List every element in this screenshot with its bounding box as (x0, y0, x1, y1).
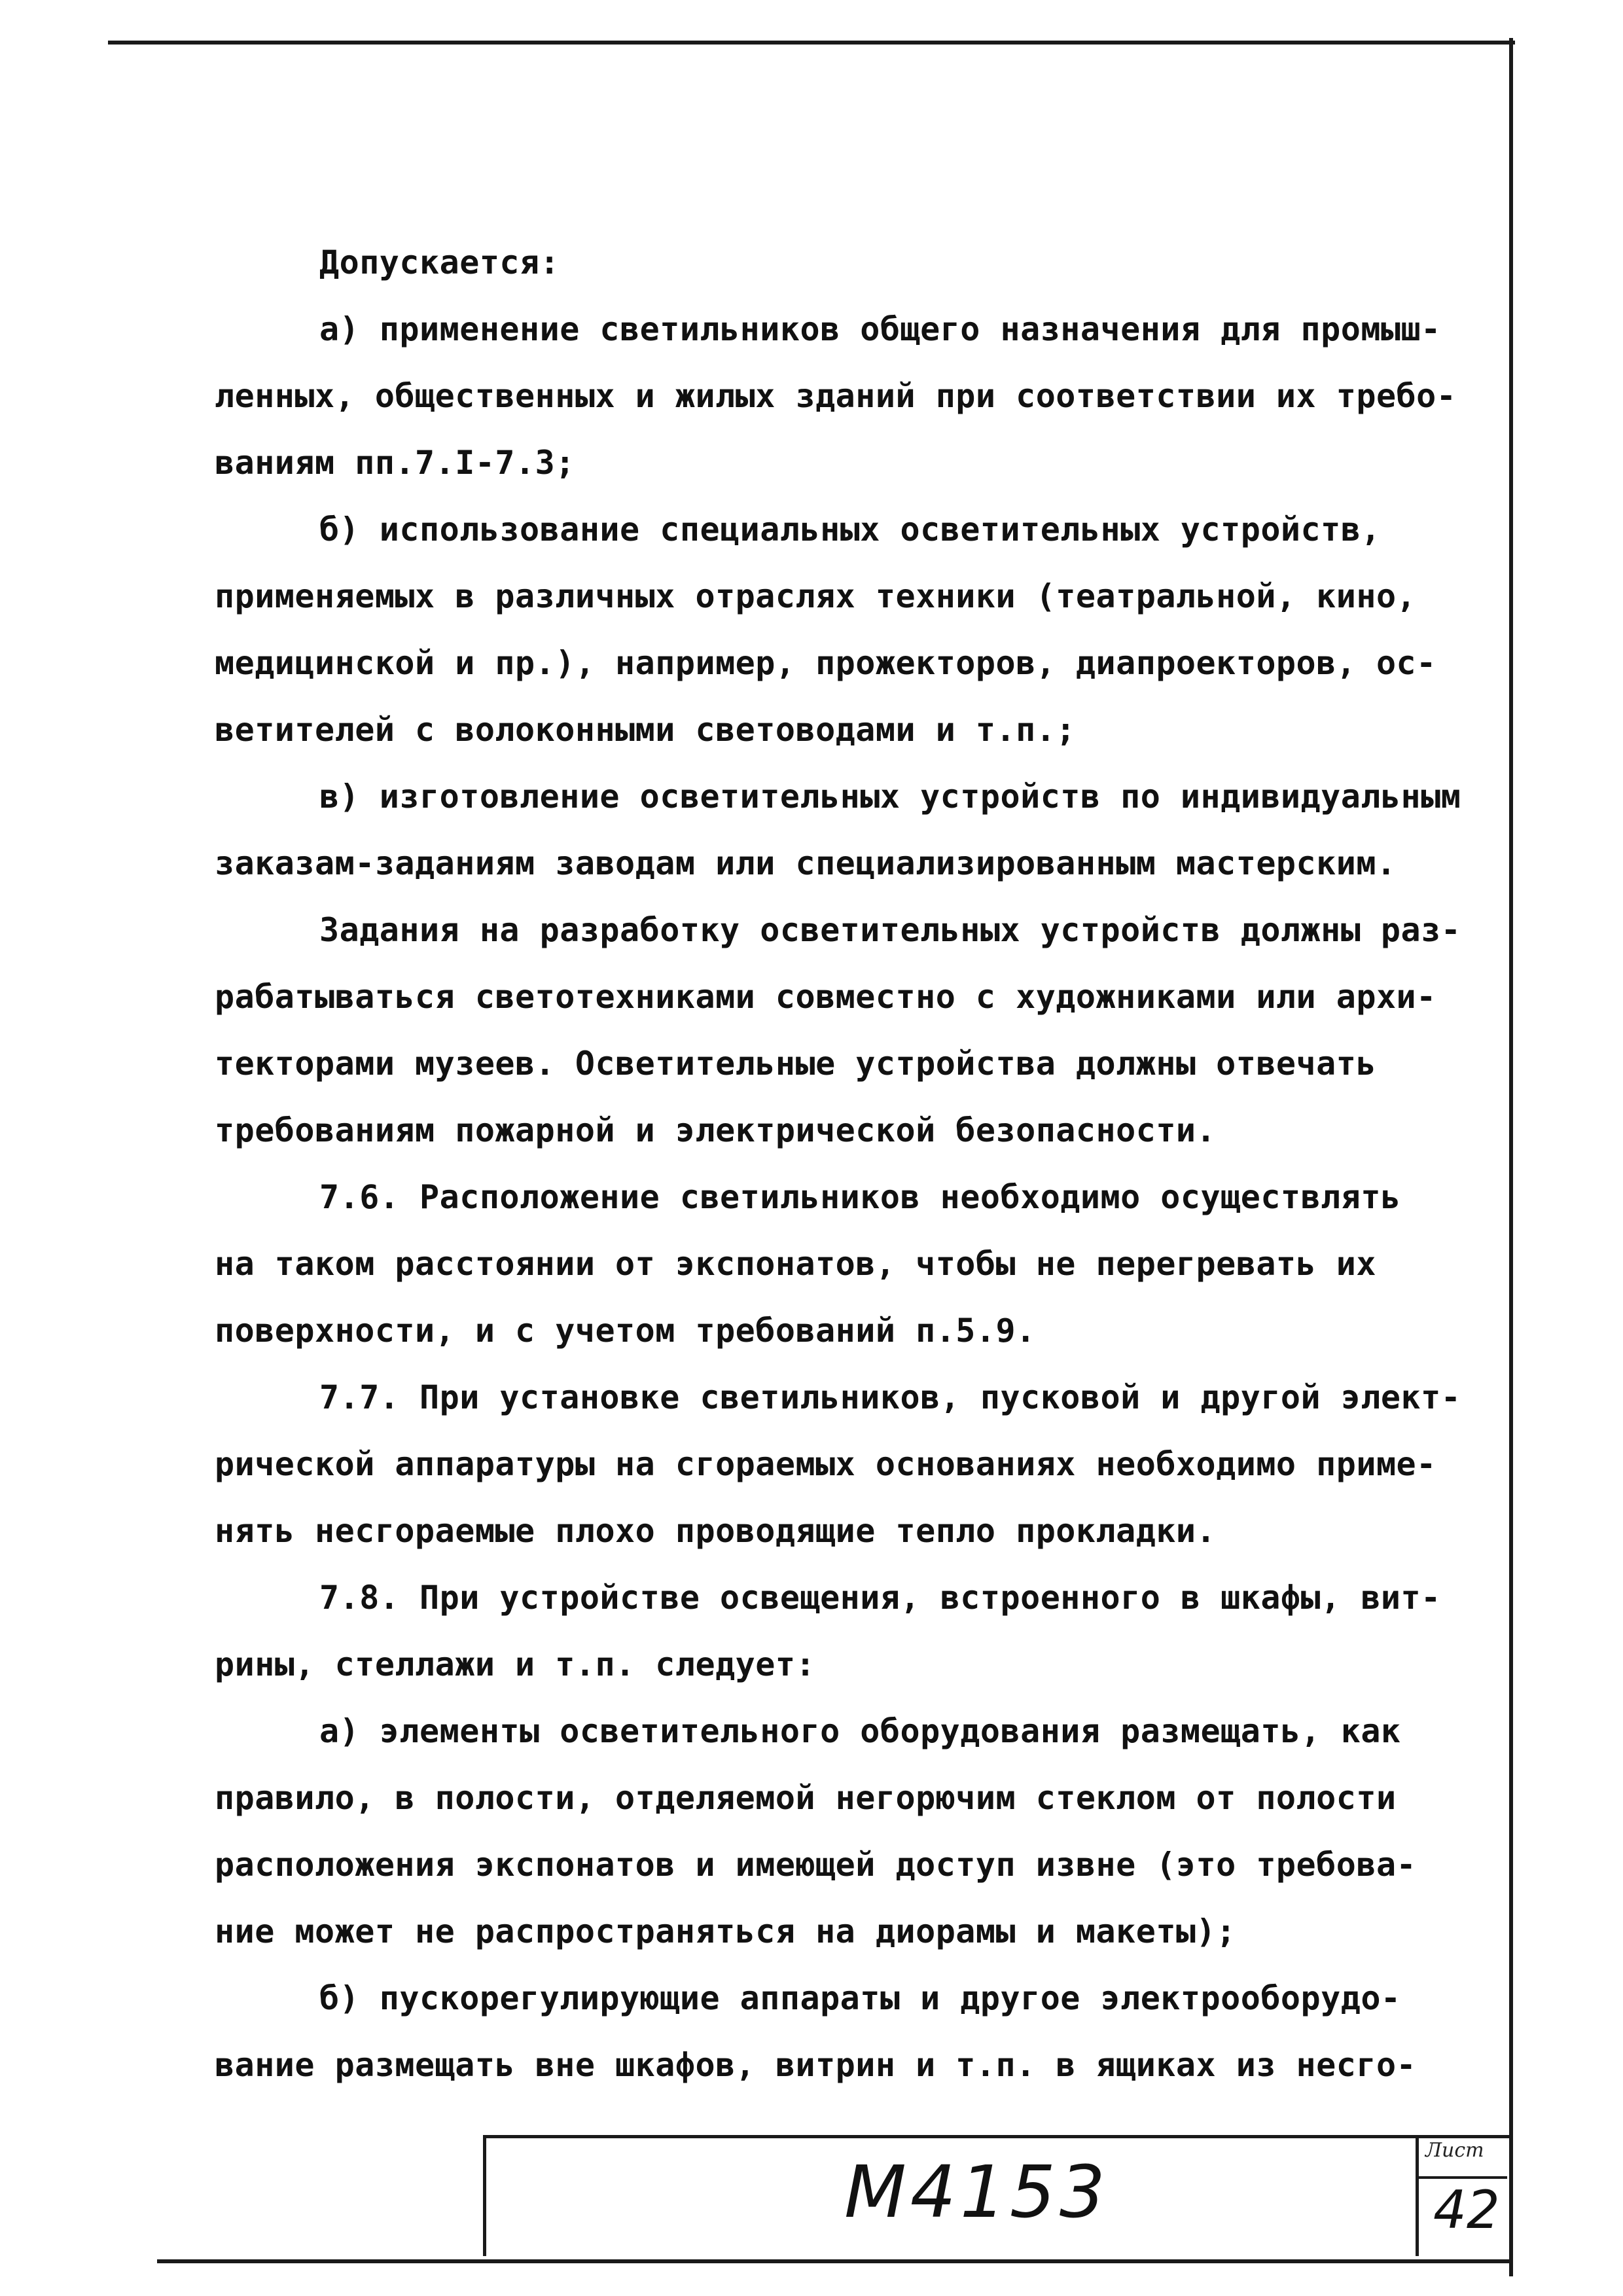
text-line: поверхности, и с учетом требований п.5.9. (215, 1312, 1036, 1350)
text-line: применяемых в различных отраслях техники (театральной, кино, (215, 577, 1417, 615)
page-frame-top (108, 41, 1515, 45)
text-line: нять несгораемые плохо проводящие тепло прокладки. (215, 1512, 1217, 1550)
text-line: ваниям пп.7.I-7.3; (215, 444, 575, 482)
document-body (215, 229, 1478, 2098)
text-line: а) применение светильников общего назначения для промыш- (319, 310, 1441, 348)
text-line: рической аппаратуры на сгораемых основаниях необходимо приме- (215, 1445, 1436, 1483)
text-line: Задания на разработку осветительных устройств должны раз- (319, 911, 1461, 949)
document-code: М4153 (844, 2150, 1109, 2234)
text-line: правило, в полости, отделяемой негорючим стеклом от полости (215, 1779, 1397, 1817)
text-line: 7.7. При установке светильников, пусковой и другой элект- (319, 1378, 1461, 1416)
text-line: 7.8. При устройстве освещения, встроенного в шкафы, вит- (319, 1579, 1441, 1617)
page-frame-right (1509, 38, 1513, 2276)
sheet-label: Лист (1425, 2139, 1484, 2162)
text-line: б) использование специальных осветительных устройств, (319, 511, 1381, 548)
text-line: вание размещать вне шкафов, витрин и т.п. в ящиках из несго- (215, 2046, 1417, 2084)
text-line: расположения экспонатов и имеющей доступ извне (это требова- (215, 1846, 1417, 1884)
text-line: а) элементы осветительного оборудования размещать, как (319, 1712, 1401, 1750)
text-line: в) изготовление осветительных устройств по индивидуальным (319, 778, 1461, 816)
text-line: ленных, общественных и жилых зданий при соответствии их требо- (215, 377, 1457, 415)
text-line: 7.6. Расположение светильников необходимо осуществлять (319, 1178, 1401, 1216)
text-line: заказам-заданиям заводам или специализированным мастерским. (215, 844, 1397, 882)
text-line: б) пускорегулирующие аппараты и другое электрооборудо- (319, 1979, 1401, 2017)
text-line: ние может не распространяться на диорамы и макеты); (215, 1912, 1236, 1950)
text-line: рабатываться светотехниками совместно с художниками или архи- (215, 978, 1436, 1016)
text-line: требованиям пожарной и электрической безопасности. (215, 1111, 1217, 1149)
text-line: текторами музеев. Осветительные устройства должны отвечать (215, 1045, 1376, 1083)
text-line: Допускается: (319, 243, 560, 281)
text-line: ветителей с волоконными световодами и т.п.; (215, 711, 1076, 749)
sheet-number: 42 (1433, 2179, 1500, 2240)
text-line: на таком расстоянии от экспонатов, чтобы не перегревать их (215, 1245, 1376, 1283)
text-line: медицинской и пр.), например, прожекторов, диапроекторов, ос- (215, 644, 1436, 682)
page-frame-bottom (157, 2259, 1512, 2263)
text-line: рины, стеллажи и т.п. следует: (215, 1645, 816, 1683)
sheet-divider (1416, 2176, 1507, 2179)
